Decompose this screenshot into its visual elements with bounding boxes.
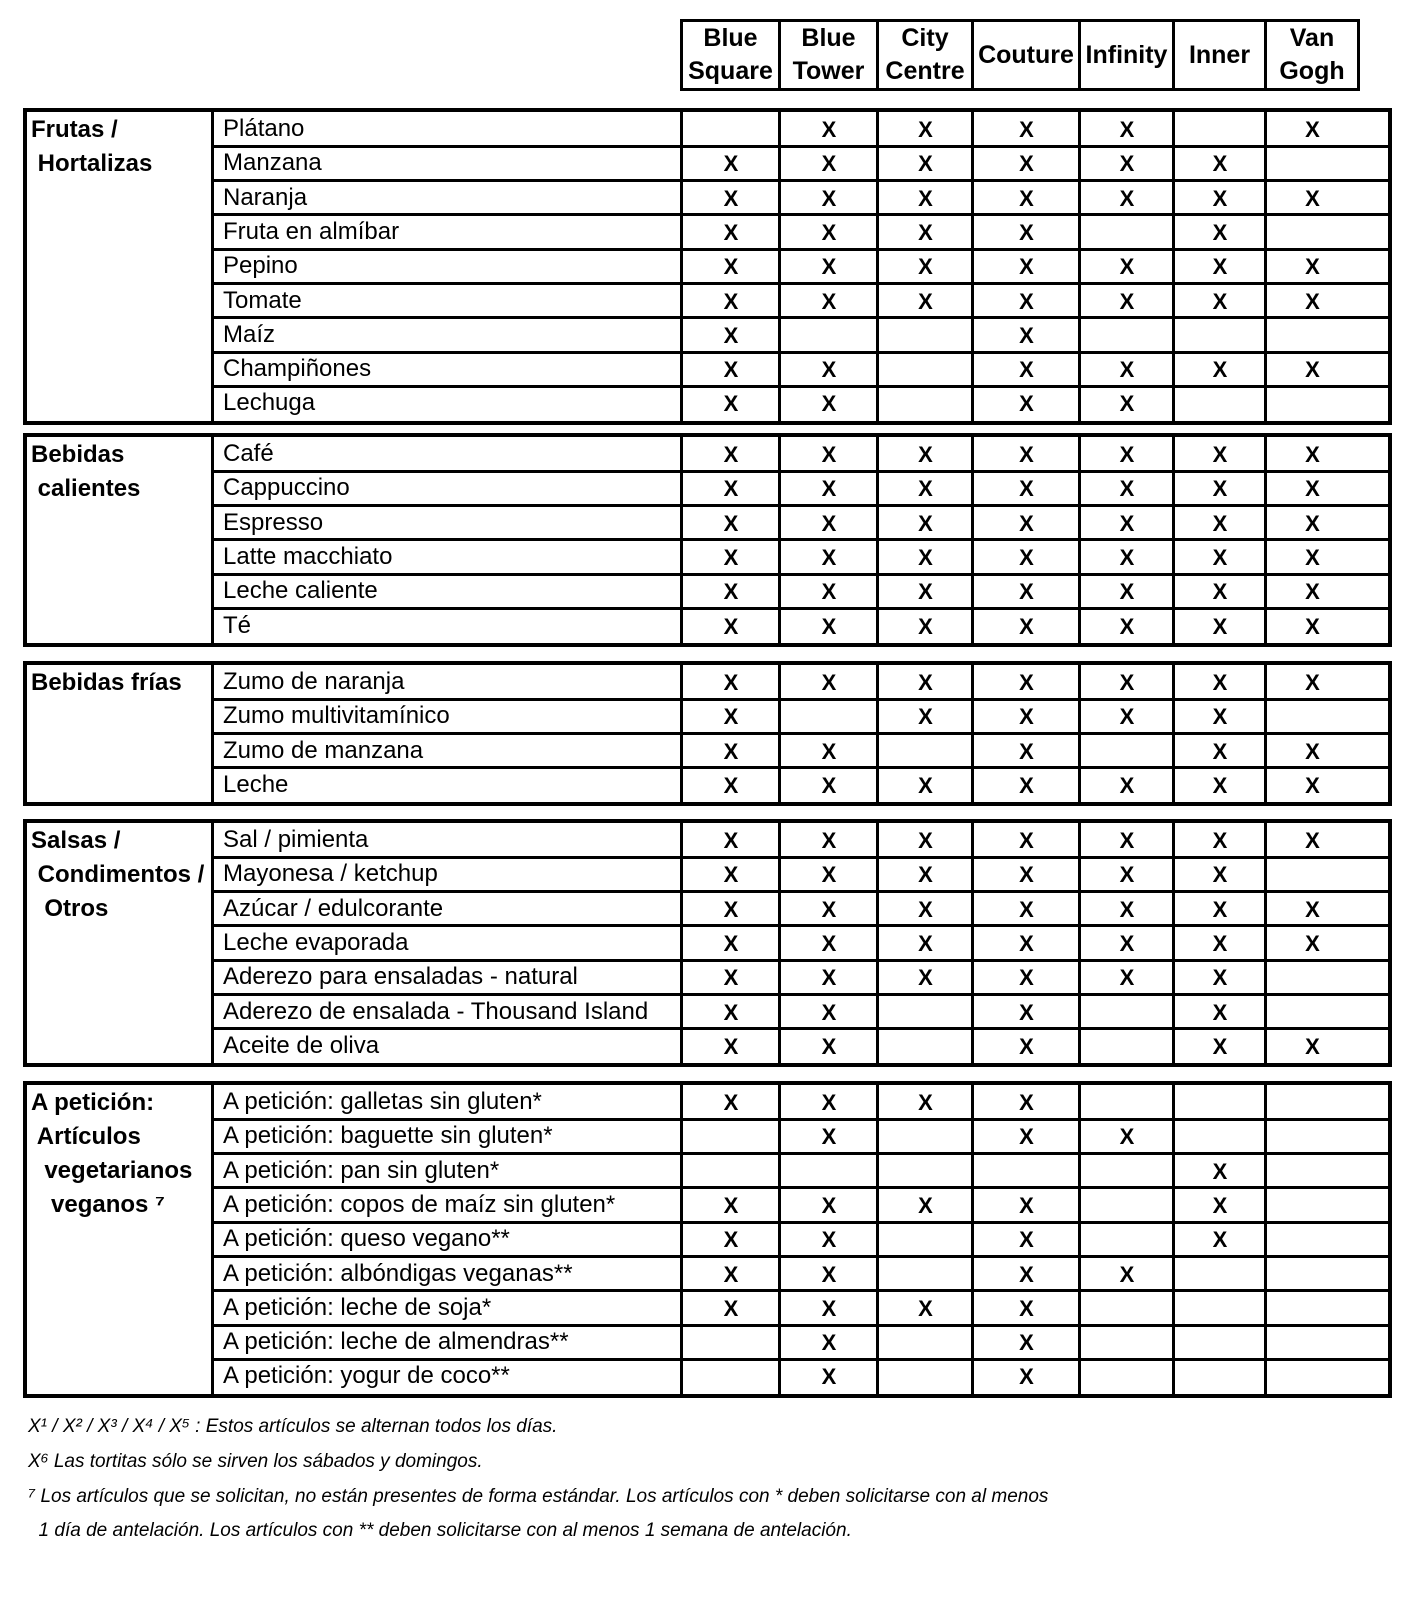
availability-mark: X [1212,544,1228,570]
column-divider [680,108,683,425]
availability-mark: X [1019,1330,1034,1356]
availability-mark: X [1119,579,1135,605]
availability-mark: X [723,1090,739,1115]
availability-mark: X [1212,772,1228,798]
item-label: Pepino [223,252,298,280]
row-divider [212,538,1388,541]
availability-mark: X [821,1090,837,1115]
availability-mark: X [723,219,739,245]
row-divider [212,1289,1388,1292]
availability-mark: X [1212,219,1228,245]
availability-mark: X [918,613,933,639]
column-divider [971,108,974,425]
availability-mark: X [821,1261,837,1287]
availability-mark: X [1019,1295,1034,1321]
availability-mark: X [723,544,739,570]
column-header: Blue Square [680,19,781,91]
item-label: Zumo de naranja [223,668,405,695]
availability-mark: X [723,510,739,536]
availability-mark: X [1119,510,1135,536]
availability-mark: X [1305,544,1320,570]
availability-mark: X [1019,254,1034,280]
availability-mark: X [918,579,933,605]
item-label: Azúcar / edulcorante [223,894,444,922]
availability-mark: X [918,510,933,536]
availability-mark: X [918,544,933,570]
availability-mark: X [1119,357,1135,383]
row-divider [212,1152,1388,1155]
availability-mark: X [1212,1227,1228,1253]
footnote: ⁷ Los artículos que se solicitan, no están presentes de forma estándar. Los artículos con * deben solicitarse con al menos [28,1486,1049,1507]
availability-mark: X [821,896,837,922]
row-divider [212,385,1388,388]
availability-mark: X [821,670,837,695]
item-label: Leche [223,770,289,798]
availability-mark: X [821,254,837,280]
item-label: Aceite de oliva [223,1031,380,1059]
availability-mark: X [918,1295,933,1321]
availability-mark: X [821,151,837,177]
availability-mark: X [723,828,739,853]
item-label: Espresso [223,508,324,536]
availability-mark: X [1019,151,1034,177]
availability-mark: X [1119,704,1135,730]
column-header: Couture [971,19,1081,91]
item-label: A petición: baguette sin gluten* [223,1122,553,1150]
availability-mark: X [1305,930,1320,956]
availability-mark: X [821,510,837,536]
row-divider [212,351,1388,354]
footnote: X¹ / X² / X³ / X⁴ / X⁵ : Estos artículos se alternan todos los días. [28,1416,558,1437]
availability-mark: X [1119,1124,1135,1150]
availability-mark: X [918,442,933,467]
availability-mark: X [1019,391,1034,417]
availability-mark: X [1019,322,1034,348]
column-divider [778,1081,781,1398]
availability-mark: X [1305,772,1320,798]
item-label: Lechuga [223,389,316,417]
availability-mark: X [1119,862,1135,888]
availability-mark: X [1305,254,1320,280]
availability-mark: X [918,1090,933,1115]
availability-mark: X [1119,896,1135,922]
item-label: A petición: leche de almendras** [223,1328,569,1356]
availability-mark: X [918,476,933,502]
column-header: Blue Tower [778,19,879,91]
row-divider [212,1027,1388,1030]
availability-mark: X [723,1261,739,1287]
section-label: Frutas / Hortalizas [31,116,153,177]
availability-mark: X [1305,185,1320,211]
availability-mark: X [1212,1158,1228,1184]
section-label: A petición: Artículos vegetarianos veganos ⁷ [31,1089,193,1218]
availability-mark: X [723,862,739,888]
availability-mark: X [723,579,739,605]
item-label: A petición: albóndigas veganas** [223,1259,573,1287]
availability-mark: X [918,219,933,245]
availability-mark: X [1119,965,1135,991]
row-divider [212,856,1388,859]
availability-mark: X [1019,185,1034,211]
column-divider [1078,1081,1081,1398]
column-header: Inner [1172,19,1267,91]
row-divider [212,470,1388,473]
section-divider [211,1081,214,1398]
availability-mark: X [918,772,933,798]
row-divider [212,924,1388,927]
availability-mark: X [821,930,837,956]
item-label: Té [223,611,252,639]
availability-mark: X [1019,1090,1034,1115]
availability-mark: X [1212,828,1228,853]
availability-mark: X [1019,613,1034,639]
availability-mark: X [1119,476,1135,502]
item-label: Aderezo para ensaladas - natural [223,963,578,991]
availability-mark: X [1019,738,1034,764]
availability-mark: X [723,322,739,348]
availability-mark: X [918,151,933,177]
availability-mark: X [1019,1227,1034,1253]
item-label: Leche evaporada [223,928,409,956]
availability-mark: X [1119,442,1135,467]
row-divider [212,248,1388,251]
item-label: Aderezo de ensalada - Thousand Island [223,997,649,1025]
availability-mark: X [821,1124,837,1150]
availability-mark: X [1019,999,1034,1025]
availability-mark: X [1019,965,1034,991]
availability-mark: X [1019,288,1034,314]
availability-mark: X [1119,544,1135,570]
availability-mark: X [723,738,739,764]
column-divider [778,108,781,425]
availability-mark: X [1019,1192,1034,1218]
availability-mark: X [723,930,739,956]
item-label: Plátano [223,115,305,142]
availability-mark: X [1119,772,1135,798]
availability-mark: X [723,442,739,467]
availability-mark: X [1212,965,1228,991]
item-label: Maíz [223,320,276,348]
availability-mark: X [1212,999,1228,1025]
availability-mark: X [821,442,837,467]
availability-mark: X [1119,828,1135,853]
availability-mark: X [1019,930,1034,956]
item-label: A petición: yogur de coco** [223,1362,510,1390]
availability-mark: X [821,999,837,1025]
row-divider [212,698,1388,701]
availability-mark: X [821,544,837,570]
column-header: Van Gogh [1264,19,1360,91]
item-label: Champiñones [223,355,372,383]
item-label: Zumo multivitamínico [223,702,450,730]
item-label: Café [223,440,274,467]
row-divider [212,1324,1388,1327]
availability-mark: X [1119,288,1135,314]
row-divider [212,993,1388,996]
row-divider [212,766,1388,769]
item-label: Cappuccino [223,474,350,502]
availability-mark: X [1212,288,1228,314]
availability-mark: X [723,357,739,383]
availability-mark: X [1119,1261,1135,1287]
availability-mark: X [1019,896,1034,922]
availability-mark: X [821,862,837,888]
availability-mark: X [723,1295,739,1321]
availability-mark: X [821,579,837,605]
column-divider [1172,108,1175,425]
availability-mark: X [1119,151,1135,177]
availability-mark: X [1019,828,1034,853]
availability-mark: X [821,1295,837,1321]
section-label: Bebidas frías [31,669,182,696]
availability-mark: X [723,613,739,639]
availability-mark: X [1119,391,1135,417]
availability-mark: X [1212,579,1228,605]
availability-mark: X [723,772,739,798]
availability-mark: X [1212,476,1228,502]
row-divider [212,1221,1388,1224]
availability-mark: X [1212,254,1228,280]
item-label: A petición: pan sin gluten* [223,1156,500,1184]
availability-mark: X [723,965,739,991]
availability-mark: X [821,965,837,991]
availability-mark: X [821,1033,837,1059]
availability-mark: X [1119,185,1135,211]
availability-mark: X [1119,117,1135,142]
availability-mark: X [918,1192,933,1218]
availability-mark: X [1305,357,1320,383]
availability-mark: X [918,862,933,888]
item-label: Mayonesa / ketchup [223,860,438,888]
availability-mark: X [1212,151,1228,177]
availability-mark: X [821,1364,837,1390]
availability-mark: X [723,704,739,730]
item-label: A petición: queso vegano** [223,1225,510,1253]
availability-mark: X [1019,704,1034,730]
row-divider [212,573,1388,576]
availability-mark: X [1212,670,1228,695]
availability-mark: X [1019,357,1034,383]
availability-mark: X [1119,613,1135,639]
row-divider [212,959,1388,962]
availability-mark: X [723,670,739,695]
item-label: Fruta en almíbar [223,217,400,245]
row-divider [212,1255,1388,1258]
availability-mark: X [1305,117,1320,142]
availability-mark: X [1212,1192,1228,1218]
availability-mark: X [1212,862,1228,888]
availability-mark: X [723,1227,739,1253]
availability-mark: X [723,254,739,280]
availability-mark: X [821,476,837,502]
availability-mark: X [1212,357,1228,383]
availability-mark: X [821,1192,837,1218]
availability-mark: X [1212,442,1228,467]
row-divider [212,890,1388,893]
availability-mark: X [821,117,837,142]
availability-mark: X [1305,613,1320,639]
availability-mark: X [918,670,933,695]
availability-mark: X [1119,254,1135,280]
item-label: Manzana [223,149,322,177]
availability-mark: X [1212,930,1228,956]
availability-mark: X [1305,738,1320,764]
availability-mark: X [1212,185,1228,211]
item-label: Sal / pimienta [223,826,369,853]
column-divider [1172,1081,1175,1398]
availability-mark: X [918,965,933,991]
row-divider [212,145,1388,148]
availability-mark: X [1305,896,1320,922]
availability-mark: X [821,828,837,853]
item-label: Leche caliente [223,577,378,605]
row-divider [212,213,1388,216]
availability-mark: X [1019,510,1034,536]
availability-mark: X [1305,476,1320,502]
availability-mark: X [821,357,837,383]
availability-mark: X [821,738,837,764]
availability-mark: X [723,896,739,922]
row-divider [212,1358,1388,1361]
item-label: A petición: galletas sin gluten* [223,1088,542,1115]
availability-mark: X [1305,442,1320,467]
availability-mark: X [723,1033,739,1059]
availability-mark: X [1019,862,1034,888]
row-divider [212,282,1388,285]
item-label: Tomate [223,286,302,314]
row-divider [212,504,1388,507]
availability-mark: X [918,704,933,730]
item-label: Naranja [223,183,308,211]
availability-mark: X [1119,670,1135,695]
availability-mark: X [821,772,837,798]
availability-mark: X [918,896,933,922]
column-divider [876,1081,879,1398]
availability-mark: X [821,219,837,245]
column-header: City Centre [876,19,974,91]
availability-mark: X [1019,1364,1034,1390]
availability-mark: X [723,1192,739,1218]
availability-mark: X [1019,544,1034,570]
section-label: Salsas / Condimentos / Otros [31,827,205,922]
section-label: Bebidas calientes [31,441,141,502]
availability-mark: X [1019,1033,1034,1059]
availability-mark: X [1305,828,1320,853]
footnote: 1 día de antelación. Los artículos con ** deben solicitarse con al menos 1 semana de antelación. [28,1520,852,1541]
column-divider [1264,108,1267,425]
row-divider [212,607,1388,610]
availability-mark: X [821,288,837,314]
availability-mark: X [1212,896,1228,922]
column-divider [971,1081,974,1398]
column-divider [680,1081,683,1398]
availability-mark: X [1019,117,1034,142]
availability-mark: X [1019,670,1034,695]
row-divider [212,316,1388,319]
availability-mark: X [723,391,739,417]
column-divider [1078,108,1081,425]
availability-mark: X [1305,510,1320,536]
availability-mark: X [1119,930,1135,956]
availability-mark: X [918,254,933,280]
availability-mark: X [1019,1124,1034,1150]
availability-mark: X [1212,704,1228,730]
availability-mark: X [918,288,933,314]
availability-mark: X [1305,288,1320,314]
row-divider [212,1118,1388,1121]
availability-mark: X [1305,579,1320,605]
availability-mark: X [821,613,837,639]
row-divider [212,179,1388,182]
availability-mark: X [1019,442,1034,467]
section-divider [211,108,214,425]
availability-mark: X [723,185,739,211]
availability-mark: X [918,185,933,211]
row-divider [212,732,1388,735]
availability-mark: X [1305,670,1320,695]
availability-mark: X [1019,579,1034,605]
item-label: Zumo de manzana [223,736,424,764]
availability-mark: X [723,151,739,177]
availability-mark: X [1212,738,1228,764]
row-divider [212,1186,1388,1189]
availability-mark: X [918,930,933,956]
availability-mark: X [723,476,739,502]
availability-mark: X [1019,219,1034,245]
availability-mark: X [1019,476,1034,502]
column-divider [876,108,879,425]
availability-mark: X [1305,1033,1320,1059]
column-divider [1264,1081,1267,1398]
availability-mark: X [918,117,933,142]
availability-mark: X [1019,1261,1034,1287]
availability-mark: X [723,999,739,1025]
item-label: Latte macchiato [223,542,393,570]
availability-mark: X [821,185,837,211]
availability-mark: X [1212,510,1228,536]
availability-mark: X [1212,613,1228,639]
availability-mark: X [1212,1033,1228,1059]
availability-mark: X [1019,772,1034,798]
availability-mark: X [821,1330,837,1356]
availability-mark: X [821,391,837,417]
column-header: Infinity [1078,19,1175,91]
item-label: A petición: leche de soja* [223,1293,492,1321]
availability-mark: X [821,1227,837,1253]
item-label: A petición: copos de maíz sin gluten* [223,1190,616,1218]
availability-mark: X [723,288,739,314]
footnote: X⁶ Las tortitas sólo se sirven los sábados y domingos. [28,1451,483,1472]
availability-mark: X [918,828,933,853]
